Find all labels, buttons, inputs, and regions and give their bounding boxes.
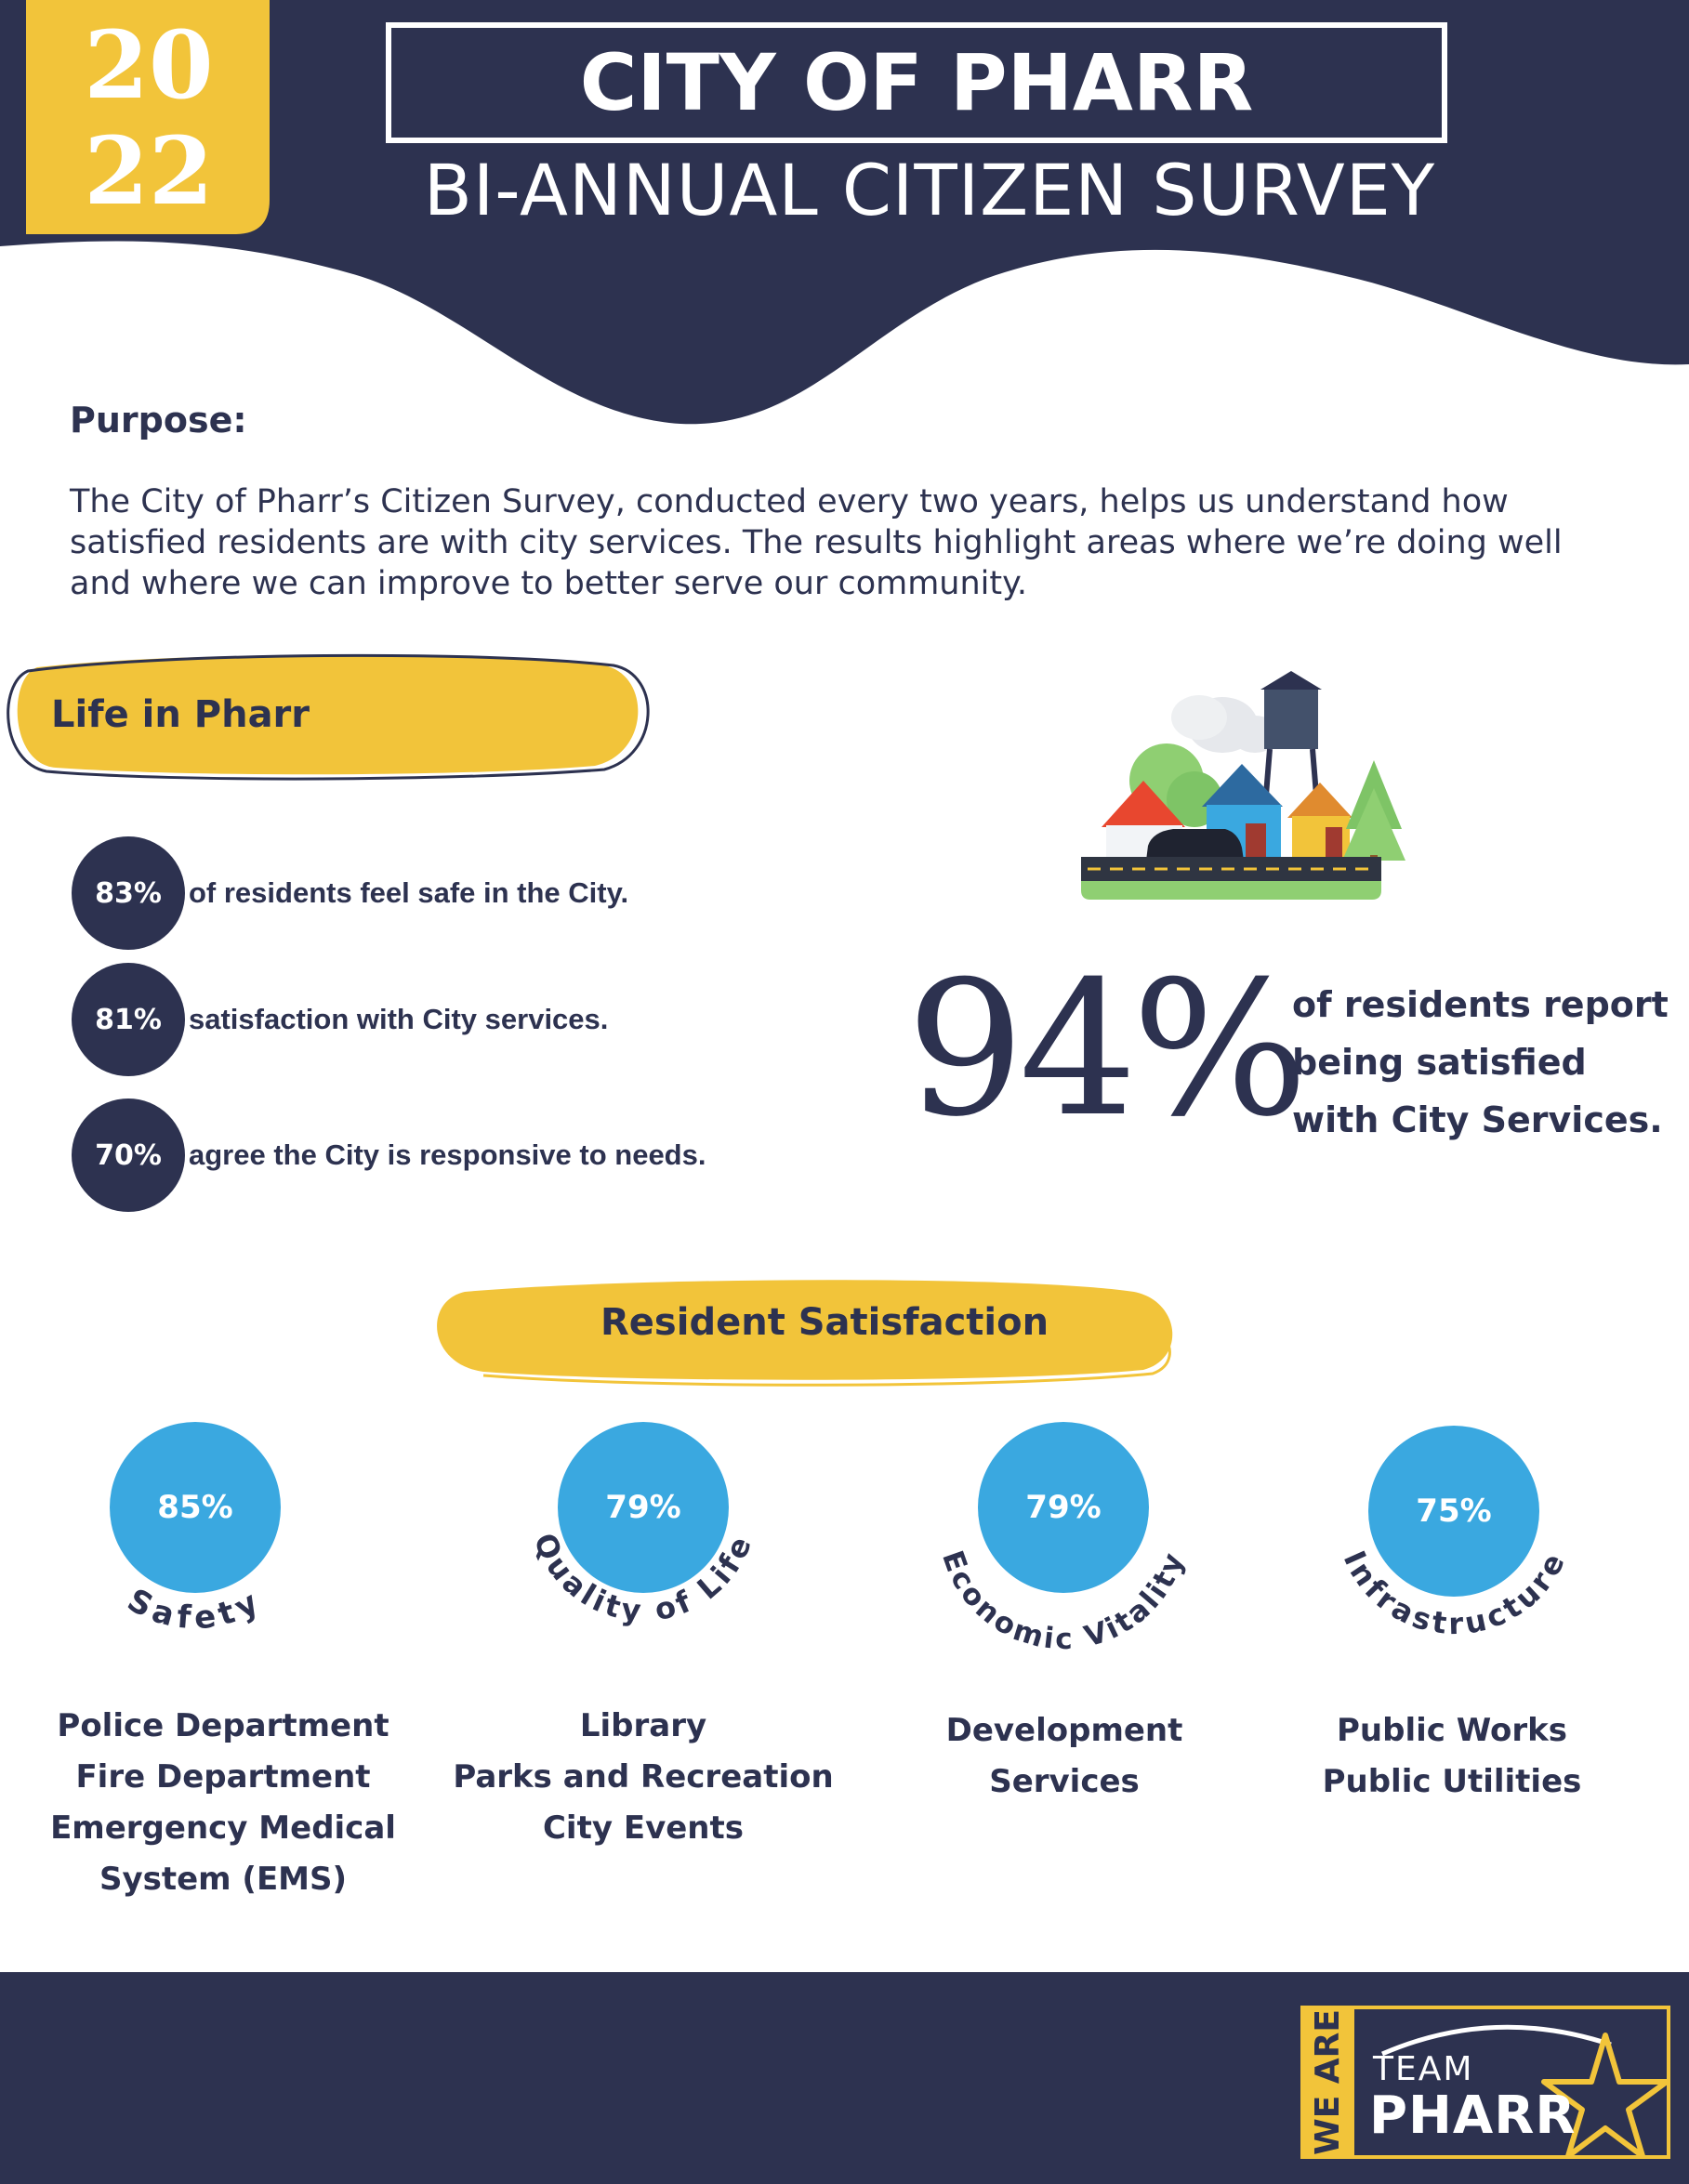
stat-row-responsive xyxy=(72,1099,706,1212)
stat-row-safe xyxy=(72,836,628,950)
department-item: Police Department xyxy=(57,1707,389,1744)
category-label-safety: Safety xyxy=(121,1581,270,1638)
logo-box xyxy=(1354,2006,1670,2159)
life-heading: Life in Pharr xyxy=(51,693,310,736)
logo-team-text: TEAM xyxy=(1373,2050,1474,2088)
highlight-line-2: being satisfied xyxy=(1292,1042,1587,1083)
highlight-caption xyxy=(1292,976,1682,1149)
category-value-quality: 79% xyxy=(558,1422,729,1593)
department-item: Library xyxy=(579,1707,707,1744)
highlight-line-1: of residents report xyxy=(1292,984,1669,1025)
svg-text:Infrastructure xyxy=(1337,1545,1574,1641)
page-subtitle: BI-ANNUAL CITIZEN SURVEY xyxy=(423,149,1436,231)
department-item: City Events xyxy=(542,1809,744,1847)
logo-pharr-text: PHARR xyxy=(1369,2085,1577,2146)
category-label-quality: Quality of Life xyxy=(526,1528,760,1629)
stat-text-services: satisfaction with City services. xyxy=(189,1003,609,1035)
department-item: Fire Department xyxy=(75,1758,371,1796)
highlight-value: 94% xyxy=(906,941,1303,1158)
svg-text:Quality of Life xyxy=(526,1528,759,1628)
category-departments-safety xyxy=(19,1701,428,1905)
category-arc-quality xyxy=(437,1422,846,1664)
stat-text-safe: of residents feel safe in the City. xyxy=(189,876,629,909)
stat-text-responsive: agree the City is responsive to needs. xyxy=(189,1138,706,1171)
category-value-infrastructure: 75% xyxy=(1368,1426,1539,1597)
year-top: 20 xyxy=(84,10,214,120)
page-title: CITY OF PHARR xyxy=(386,22,1447,143)
department-item: System (EMS) xyxy=(99,1861,348,1898)
stat-value-safe: 83% xyxy=(72,836,185,950)
category-label-infrastructure: Infrastructure xyxy=(1336,1545,1574,1642)
category-arc-safety xyxy=(23,1422,432,1664)
category-label-economic: Economic Vitality xyxy=(935,1546,1192,1657)
logo-side-text: WE ARE xyxy=(1308,2008,1347,2156)
purpose-heading: Purpose: xyxy=(70,400,247,441)
category-value-safety: 85% xyxy=(110,1422,281,1593)
team-pharr-logo xyxy=(1300,2006,1670,2159)
town-illustration xyxy=(1081,671,1405,900)
satisfaction-heading: Resident Satisfaction xyxy=(600,1301,1049,1344)
svg-text:Economic Vitality xyxy=(935,1546,1192,1656)
category-arc-infrastructure xyxy=(1250,1422,1659,1664)
category-departments-quality xyxy=(439,1701,848,1854)
department-item: Public Utilities xyxy=(1322,1763,1582,1800)
stat-value-services: 81% xyxy=(72,963,185,1076)
svg-text:Safety xyxy=(121,1582,269,1638)
category-departments-economic xyxy=(860,1705,1269,1808)
logo-side-band xyxy=(1300,2006,1354,2159)
department-item: Public Works xyxy=(1336,1712,1568,1749)
department-item: Services xyxy=(989,1763,1140,1800)
category-arc-economic xyxy=(864,1422,1273,1664)
year-bottom: 22 xyxy=(84,116,214,226)
department-item: Parks and Recreation xyxy=(453,1758,834,1796)
category-departments-infrastructure xyxy=(1247,1705,1656,1808)
stat-value-responsive: 70% xyxy=(72,1099,185,1212)
highlight-line-3: with City Services. xyxy=(1292,1099,1663,1140)
department-item: Emergency Medical xyxy=(50,1809,396,1847)
category-value-economic: 79% xyxy=(978,1422,1149,1593)
department-item: Development xyxy=(945,1712,1183,1749)
stat-row-services xyxy=(72,963,608,1076)
purpose-text: The City of Pharr’s Citizen Survey, conducted every two years, helps us understand how satisfied residents are with city services. The results highlight areas where we’re doing well and where we can improve to better serve our community. xyxy=(70,483,1563,602)
